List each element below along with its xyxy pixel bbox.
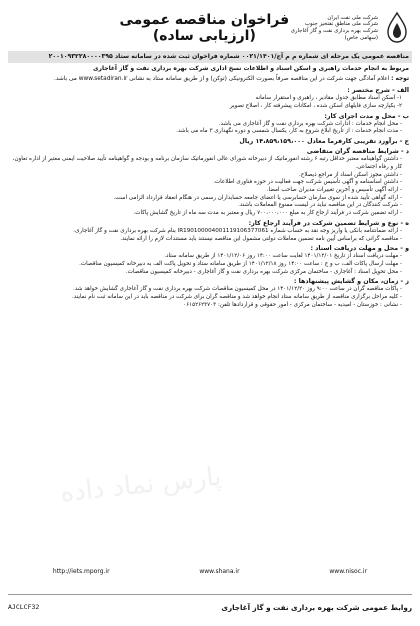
- page-title: فراخوان مناقصه عمومی (ارزیابی ساده): [119, 12, 290, 44]
- section-item: - کلیه مراحل برگزاری مناقصه از طریق سامانه ستاد انجام خواهد شد و مناقصه گران برای شرکت در مناقصه باید در این سامانه ثبت نام نمایند.: [72, 294, 402, 301]
- watermark: پارس نماد داده: [58, 461, 223, 509]
- company-name-lines: [291, 15, 378, 42]
- section-heading: ج - برآورد تقریبی کارفرما معادل ۱۴،۸۵۹،۱۵۹،۰۰۰ ریال: [239, 138, 409, 146]
- notice-label: توجه :: [391, 76, 409, 83]
- tender-subject: مربوط به انجام خدمات راهبری و اسکن اسناد و اطلاعات نسخ اداری شرکت بهره برداری نفت و گاز آغاجاری: [93, 65, 409, 73]
- nioc-logo-icon: [382, 11, 412, 45]
- section-heading: و - محل و مهلت دریافت اسناد :: [310, 245, 409, 253]
- company-line: شرکت ملی مناطق نفتخیز جنوب: [304, 21, 378, 28]
- section-item: - شرکت کنندگان در این مناقصه نباید در لیست ممنوع المعاملات باشند.: [238, 202, 402, 209]
- section-heading: ز - زمان، مکان و گشایش پیشنهادها :: [293, 278, 409, 286]
- section-item: ۱- اسکن اسناد مطابق جدول مقادیر ، راهبری و استقرار سامانه: [255, 95, 402, 102]
- section-item: - داشتن اساسنامه و آگهی تأسیس شرکت جهت فعالیت در حوزه فناوری اطلاعات.: [213, 179, 402, 186]
- section-heading: ه - نوع و شرایط تضمین شرکت در فرآیند ارجاع کار:: [248, 219, 409, 227]
- footer-url-link[interactable]: http://iets.mporg.ir: [52, 568, 110, 575]
- public-relations-signature: روابط عمومی شرکت بهره برداری نفت و گاز آغاجاری: [221, 602, 412, 612]
- section-item: - مهلت ارسال پاکات الف، ب و ج : ساعت ۱۴:۰۰ روز ۱۴۰۱/۱۲/۱۸ از طریق سامانه ستاد و تحویل پاکت الف به دبیرخانه کمیسیون مناقصات.: [79, 261, 402, 268]
- section-item: - داشتن مجوز اسکن اسناد از مراجع ذیصلاح.: [298, 171, 402, 178]
- section-item: - ارائه گواهی تأیید شده از سوی سازمان حسابرسی یا اعضای جامعه حسابداران رسمی در هنگام انعقاد قرارداد الزامی است.: [113, 194, 402, 201]
- section-item: - محل تحویل اسناد : آغاجاری - ساختمان مرکزی شرکت بهره برداری نفت و گاز آغاجاری - دبیرخانه کمیسیون مناقصات.: [125, 268, 402, 275]
- company-line: (سهامی خاص): [344, 34, 378, 41]
- tender-sections: [8, 85, 412, 309]
- section-item: - پاکات مناقصه گران در ساعت ۹:۰۰ روز ۱۴۰۱/۱۲/۲۰ در محل کمیسیون مناقصات شرکت بهره برداری نفت و گاز آغاجاری گشایش خواهد شد.: [73, 286, 402, 293]
- company-line: شرکت ملی نفت ایران: [327, 14, 378, 21]
- tender-number-band: مناقصه عمومی یک مرحله ای شماره م م آج/۰۰۲۱/۱۴۰۱ شماره فراخوان ثبت شده در سامانه ستاد ۲۰۰۱۰۹۳۲۲۸۰۰۰۰۳۹۵: [8, 51, 412, 63]
- section-heading: د - شرایط مناقصه گران متقاضی: [306, 148, 409, 156]
- section-heading: ب - محل و مدت اجرای کار:: [324, 112, 409, 120]
- section-item: - مدت انجام خدمات : از تاریخ ابلاغ شروع به کار، یکسال شمسی و دوره نگهداری ۳ ماه می باشد.: [176, 128, 402, 135]
- section-item: - داشتن گواهینامه معتبر حداقل رتبه ۶ رشته انفورماتیک از دبیرخانه شورای عالی انفورماتیک سازمان برنامه و بودجه و گواهینامه تأیید صلاحیت ایمنی معتبر از اداره تعاون، کار و رفاه اجتماعی.: [12, 156, 402, 170]
- section-item: - مناقصه گرانی که براساس آیین نامه تضمین معاملات دولتی مشمول این مناقصه نیستند باید مستندات لازم را ارائه نمایند.: [120, 235, 402, 242]
- section-item: - ارائه ضمانتنامه بانکی یا واریز وجه نقد به حساب شماره IR190100004001119106377061 بنام شرکت بهره برداری نفت و گاز آغاجاری.: [73, 227, 402, 234]
- footer-url-link[interactable]: www.nisoc.ir: [329, 568, 368, 575]
- notice-line: [8, 75, 412, 85]
- footer-bar: [8, 594, 412, 616]
- section-item: - نشانی : خوزستان - امیدیه - ساختمان مرکزی - امور حقوقی و قراردادها تلفن: ۰۶۱۵۲۶۲۳۷۰۳: [183, 301, 402, 308]
- section-item: - ارائه آگهی تأسیس و آخرین تغییرات مدیران صاحب امضا.: [266, 187, 402, 194]
- footer-url-link[interactable]: www.shana.ir: [199, 568, 240, 575]
- header: [8, 6, 412, 50]
- notice-text: اعلام آمادگی جهت شرکت در این مناقصه صرفاً بصورت الکترونیکی (توکن) و از طریق سامانه ستاد به نشانی www.setadiran.ir می باشد.: [54, 76, 390, 83]
- footer-urls: [8, 568, 412, 575]
- section-item: ۲- یکپارچه سازی فایلهای اسکن شده ، امکانات پیشرفته کار ، اصلاح تصویر: [229, 102, 402, 109]
- section-heading: الف - شرح مختصر :: [347, 87, 409, 95]
- company-line: شرکت بهره برداری نفت و گاز آغاجاری: [290, 28, 378, 34]
- section-item: - مهلت دریافت اسناد از تاریخ ۱۴۰۱/۱۲/۰۱ لغایت ساعت ۱۴:۰۰ روز ۱۴۰۱/۱۲/۰۶ از طریق سامانه ستاد.: [164, 253, 402, 260]
- section-item: - محل انجام خدمات : ادارات شرکت بهره برداری نفت و گاز آغاجاری می باشد.: [218, 120, 402, 127]
- document-code: AJCLCF32: [8, 603, 40, 611]
- section-item: - ارائه تضمین شرکت در فرآیند ارجاع کار به مبلغ ۷۰۰،۰۰۰،۰۰۰ ریال و معتبر به مدت سه ماه از تاریخ گشایش پاکات.: [133, 210, 402, 217]
- company-block: [291, 11, 412, 45]
